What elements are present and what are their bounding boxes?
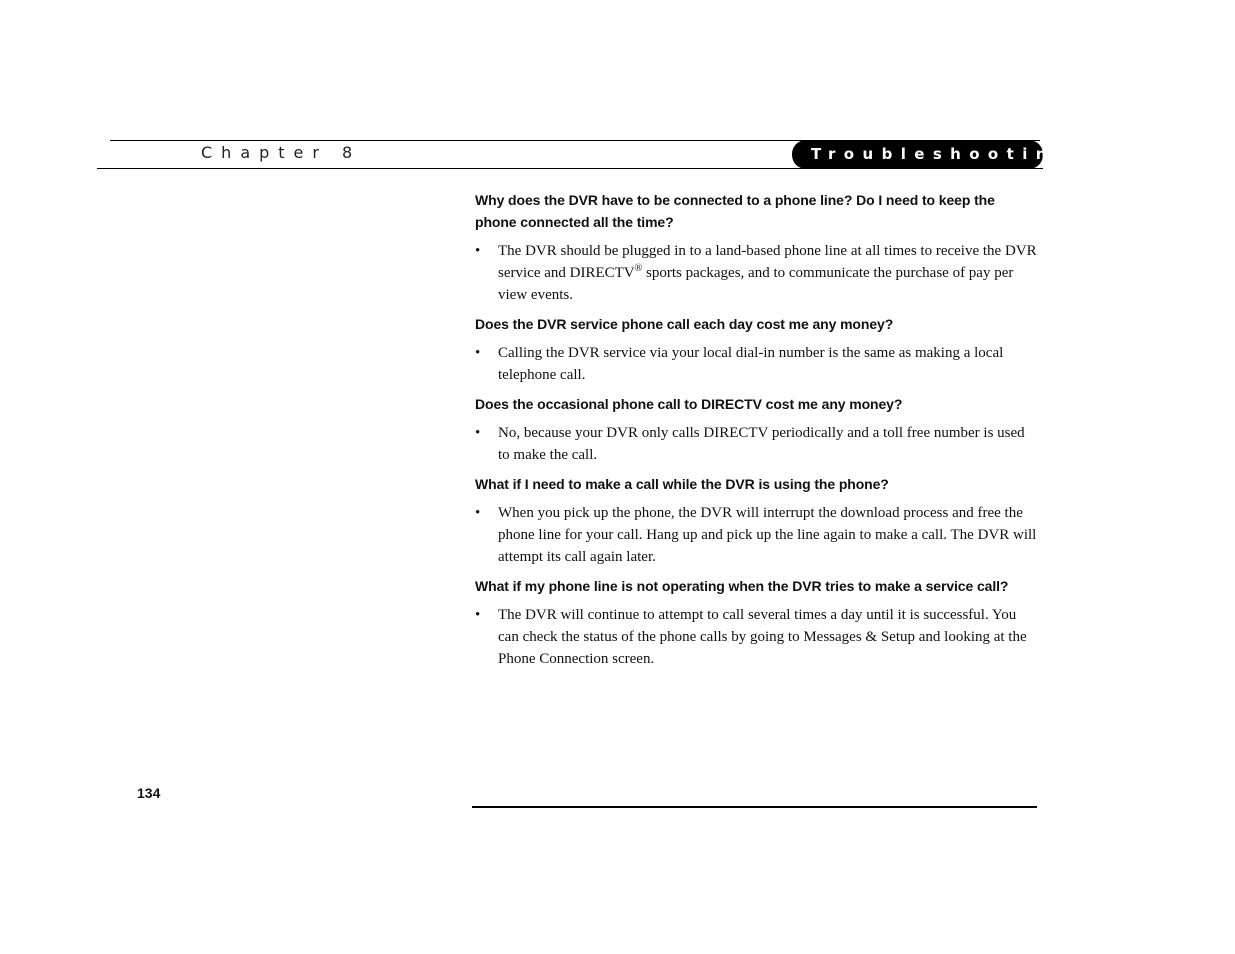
answer-text: The DVR should be plugged in to a land-based phone line at all times to receive the DVR service and DIRECTV [498, 243, 1037, 281]
page-number: 134 [137, 785, 161, 801]
faq-question-3: Does the occasional phone call to DIRECTV cost me any money? [475, 396, 903, 412]
bullet-icon: • [475, 243, 481, 259]
answer-text: When you pick up the phone, the DVR will interrupt the download process and free the phone line for your call. Hang up and pick up the line again to make a call. The DVR will attempt its call again later. [498, 505, 1037, 565]
bullet-icon: • [475, 607, 481, 623]
faq-content [475, 189, 1040, 677]
faq-question-1: Why does the DVR have to be connected to a phone line? Do I need to keep the phone connected all the time? [475, 192, 995, 230]
chapter-label: Chapter 8 [201, 143, 362, 162]
answer-text: The DVR will continue to attempt to call several times a day until it is successful. You can check the status of the phone calls by going to Messages & Setup and looking at the Phone Connection screen. [498, 607, 1027, 667]
faq-answer-5 [475, 604, 1040, 670]
bullet-icon: • [475, 505, 481, 521]
faq-question-4: What if I need to make a call while the DVR is using the phone? [475, 476, 889, 492]
bullet-icon: • [475, 425, 481, 441]
faq-answer-3 [475, 422, 1040, 466]
answer-text: Calling the DVR service via your local dial-in number is the same as making a local telephone call. [498, 345, 1004, 383]
faq-answer-4 [475, 502, 1040, 568]
footer-rule [472, 806, 1037, 808]
registered-mark: ® [634, 263, 643, 274]
bullet-icon: • [475, 345, 481, 361]
faq-answer-2 [475, 342, 1040, 386]
answer-text-continued: sports packages, and to communicate the purchase of pay per view events. [498, 265, 1014, 303]
faq-question-5: What if my phone line is not operating when the DVR tries to make a service call? [475, 578, 1009, 594]
section-title-badge: Troubleshooting [792, 140, 1043, 169]
answer-text: No, because your DVR only calls DIRECTV periodically and a toll free number is used to make the call. [498, 425, 1025, 463]
faq-answer-1 [475, 240, 1040, 306]
faq-question-2: Does the DVR service phone call each day cost me any money? [475, 316, 894, 332]
